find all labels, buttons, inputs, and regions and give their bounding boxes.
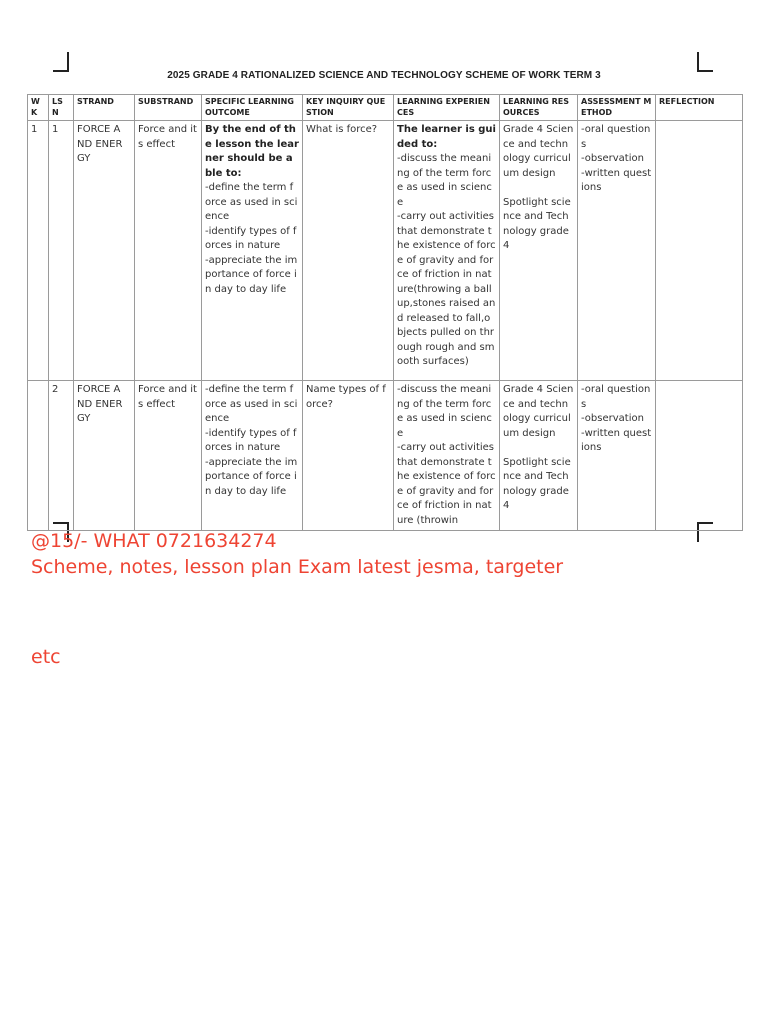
experience-line: -carry out activities that demonstrate the existence of force of gravity and force of friction in nature(throwing a ball up,stones raised and released to fall,objects pulled on through rough and smooth surfaces) [397,211,496,367]
cell-resources [500,381,578,531]
cell-reflection [656,381,743,531]
crop-mark-top-right [697,52,713,72]
promo-contact-line: @15/- WHAT 0721634274 [31,530,277,552]
assessment-line: -written questions [581,427,652,453]
outcome-line: -identify types of forces in nature [205,427,297,453]
cell-outcome [202,121,303,381]
header-outcome: SPECIFIC LEARNING OUTCOME [202,95,303,121]
crop-mark-top-left [53,52,69,72]
experience-lead: The learner is guided to: [397,124,496,150]
resource-line: Grade 4 Science and technology curriculum design [503,124,574,179]
header-reflection: REFLECTION [656,95,743,121]
experience-line: -carry out activities that demonstrate the existence of force of gravity and force of friction in nature (throwin [397,442,496,526]
cell-experiences [394,381,500,531]
cell-resources [500,121,578,381]
document-title: 2025 GRADE 4 RATIONALIZED SCIENCE AND TECHNOLOGY SCHEME OF WORK TERM 3 [167,70,601,81]
experience-line: -discuss the meaning of the term force as used in science [397,384,492,439]
header-substrand: SUBSTRAND [135,95,202,121]
experience-line: -discuss the meaning of the term force as used in science [397,153,492,208]
cell-strand: FORCE A ND ENER GY [74,381,135,531]
assessment-line: -oral questions [581,124,651,150]
header-lsn: LS N [49,95,74,121]
cell-assessment [578,381,656,531]
cell-outcome [202,381,303,531]
scheme-of-work-table [27,94,743,531]
resource-line: Spotlight science and Technology grade 4 [503,196,571,251]
promo-etc-line: etc [31,646,61,668]
cell-strand: FORCE A ND ENER GY [74,121,135,381]
outcome-lead: By the end of the lesson the learner should be able to: [205,124,299,179]
cell-lsn: 1 [49,121,74,381]
resource-line: Grade 4 Science and technology curriculum design [503,384,574,439]
outcome-line: -identify types of forces in nature [205,225,297,251]
assessment-line: -written questions [581,167,652,193]
outcome-line: -appreciate the importance of force in day to day life [205,456,298,497]
header-wk: W K [28,95,49,121]
header-resources: LEARNING RES OURCES [500,95,578,121]
header-inquiry: KEY INQUIRY QUE STION [303,95,394,121]
header-experiences: LEARNING EXPERIEN CES [394,95,500,121]
outcome-line: -appreciate the importance of force in day to day life [205,254,298,295]
header-assessment: ASSESSMENT METHOD [578,95,656,121]
cell-lsn: 2 [49,381,74,531]
resource-line: Spotlight science and Technology grade 4 [503,456,571,511]
promo-offer-line: Scheme, notes, lesson plan Exam latest jesma, targeter [31,556,564,578]
assessment-line: -observation [581,153,644,164]
assessment-line: -observation [581,413,644,424]
outcome-line: -define the term force as used in science [205,182,298,222]
assessment-line: -oral questions [581,384,651,410]
cell-wk [28,381,49,531]
cell-inquiry: What is force? [303,121,394,381]
cell-substrand: Force and its effect [135,121,202,381]
cell-substrand: Force and its effect [135,381,202,531]
cell-wk: 1 [28,121,49,381]
header-strand: STRAND [74,95,135,121]
table-header-row [28,95,743,121]
cell-reflection [656,121,743,381]
cell-inquiry: Name types of force? [303,381,394,531]
table-row [28,121,743,381]
table-row [28,381,743,531]
outcome-line: -define the term force as used in science [205,384,298,424]
cell-experiences [394,121,500,381]
cell-assessment [578,121,656,381]
